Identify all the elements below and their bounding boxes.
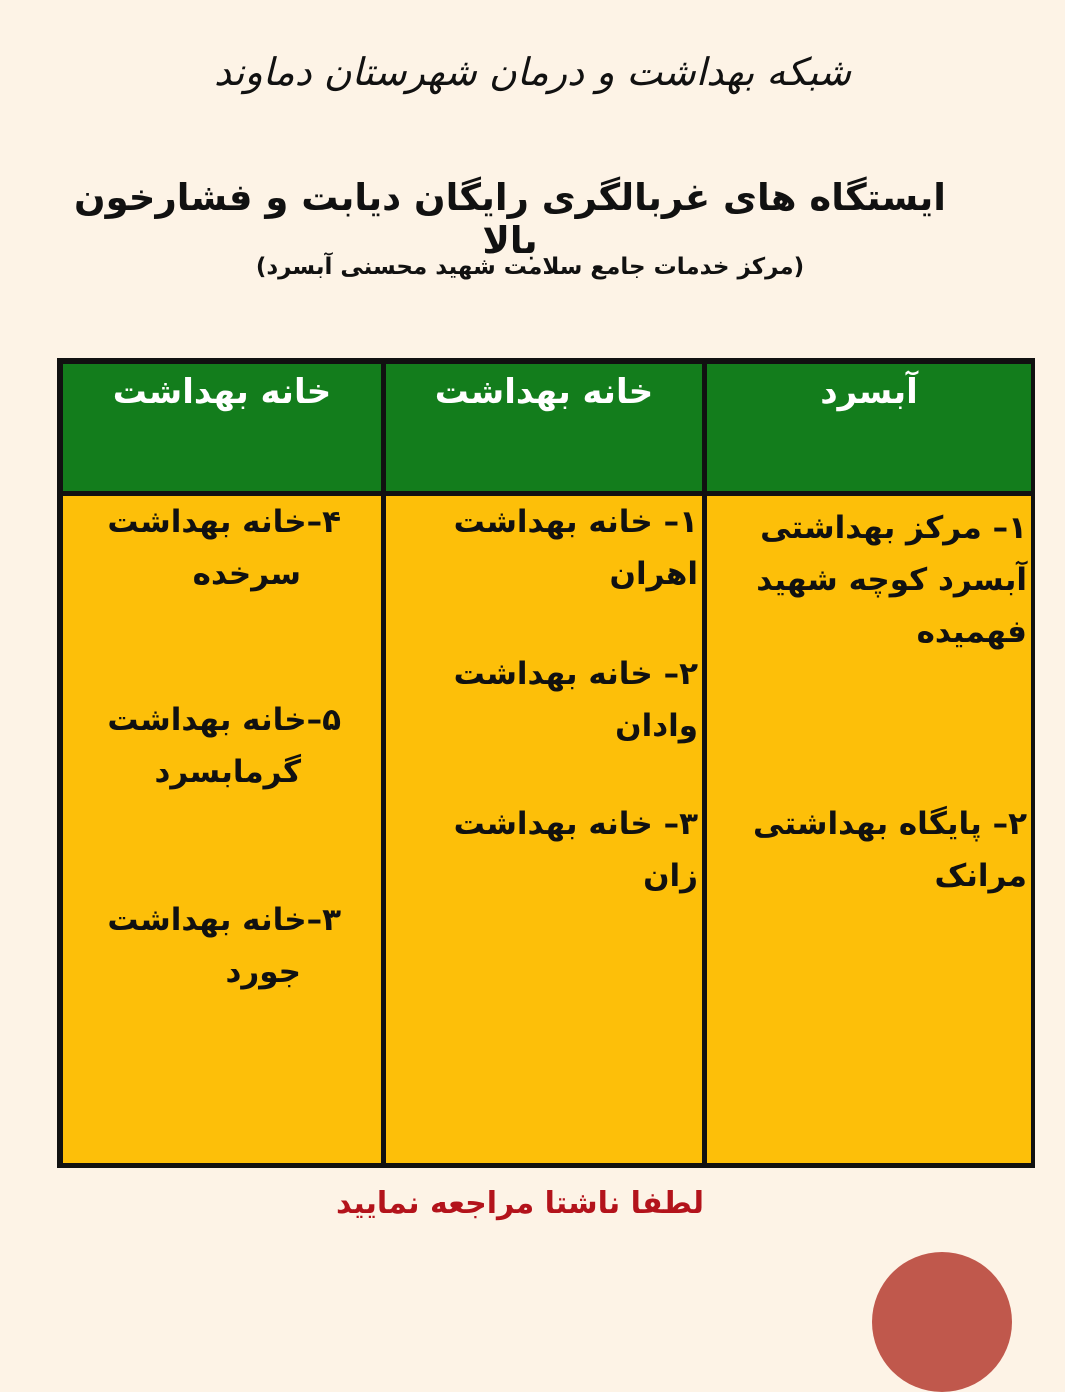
organization-title: شبکه بهداشت و درمان شهرستان دماوند bbox=[213, 50, 852, 94]
decorative-circle bbox=[872, 1252, 1012, 1392]
station-name: ۱– مرکز بهداشتی bbox=[760, 510, 1027, 546]
station-location: وادان bbox=[615, 708, 698, 744]
page-title: ایستگاه های غربالگری رایگان دیابت و فشارخون بالا bbox=[74, 176, 946, 262]
station-entry bbox=[107, 496, 341, 600]
station-name: ۳– خانه بهداشت bbox=[453, 806, 698, 842]
station-entry bbox=[107, 694, 341, 798]
station-name: ۲– پایگاه بهداشتی bbox=[752, 806, 1027, 842]
station-name: ۳–خانه بهداشت bbox=[107, 902, 341, 938]
stations-table bbox=[57, 358, 1035, 1168]
fasting-note: لطفا ناشتا مراجعه نمایید bbox=[336, 1186, 704, 1221]
station-location: آبسرد کوچه شهید bbox=[756, 562, 1027, 598]
station-location: مرانک bbox=[934, 858, 1027, 894]
station-location: جورد bbox=[225, 954, 301, 990]
column-cell-absard bbox=[707, 496, 1031, 1163]
column-cell-houses-1 bbox=[386, 496, 702, 1163]
station-entry bbox=[756, 502, 1027, 658]
column-header-absard: آبسرد bbox=[707, 364, 1031, 491]
column-header-houses-1: خانه بهداشت bbox=[386, 364, 702, 491]
station-entry bbox=[107, 894, 341, 998]
column-header-houses-2: خانه بهداشت bbox=[63, 364, 381, 491]
station-name: ۱– خانه بهداشت bbox=[453, 504, 698, 540]
station-name: ۲– خانه بهداشت bbox=[453, 656, 698, 692]
station-location: اهران bbox=[609, 556, 698, 592]
page-subtitle: (مرکز خدمات جامع سلامت شهید محسنی آبسرد) bbox=[255, 254, 805, 280]
station-entry bbox=[454, 496, 698, 600]
station-location: زان bbox=[643, 858, 698, 894]
station-location: گرمابسرد bbox=[154, 754, 301, 790]
station-entry bbox=[454, 648, 698, 752]
station-location: سرخده bbox=[192, 556, 301, 592]
station-name: ۴–خانه بهداشت bbox=[107, 504, 341, 540]
station-name: ۵–خانه بهداشت bbox=[107, 702, 341, 738]
station-location-extra: فهمیده bbox=[916, 614, 1027, 650]
station-entry bbox=[753, 798, 1027, 902]
station-entry bbox=[454, 798, 698, 902]
column-cell-houses-2 bbox=[63, 496, 381, 1163]
